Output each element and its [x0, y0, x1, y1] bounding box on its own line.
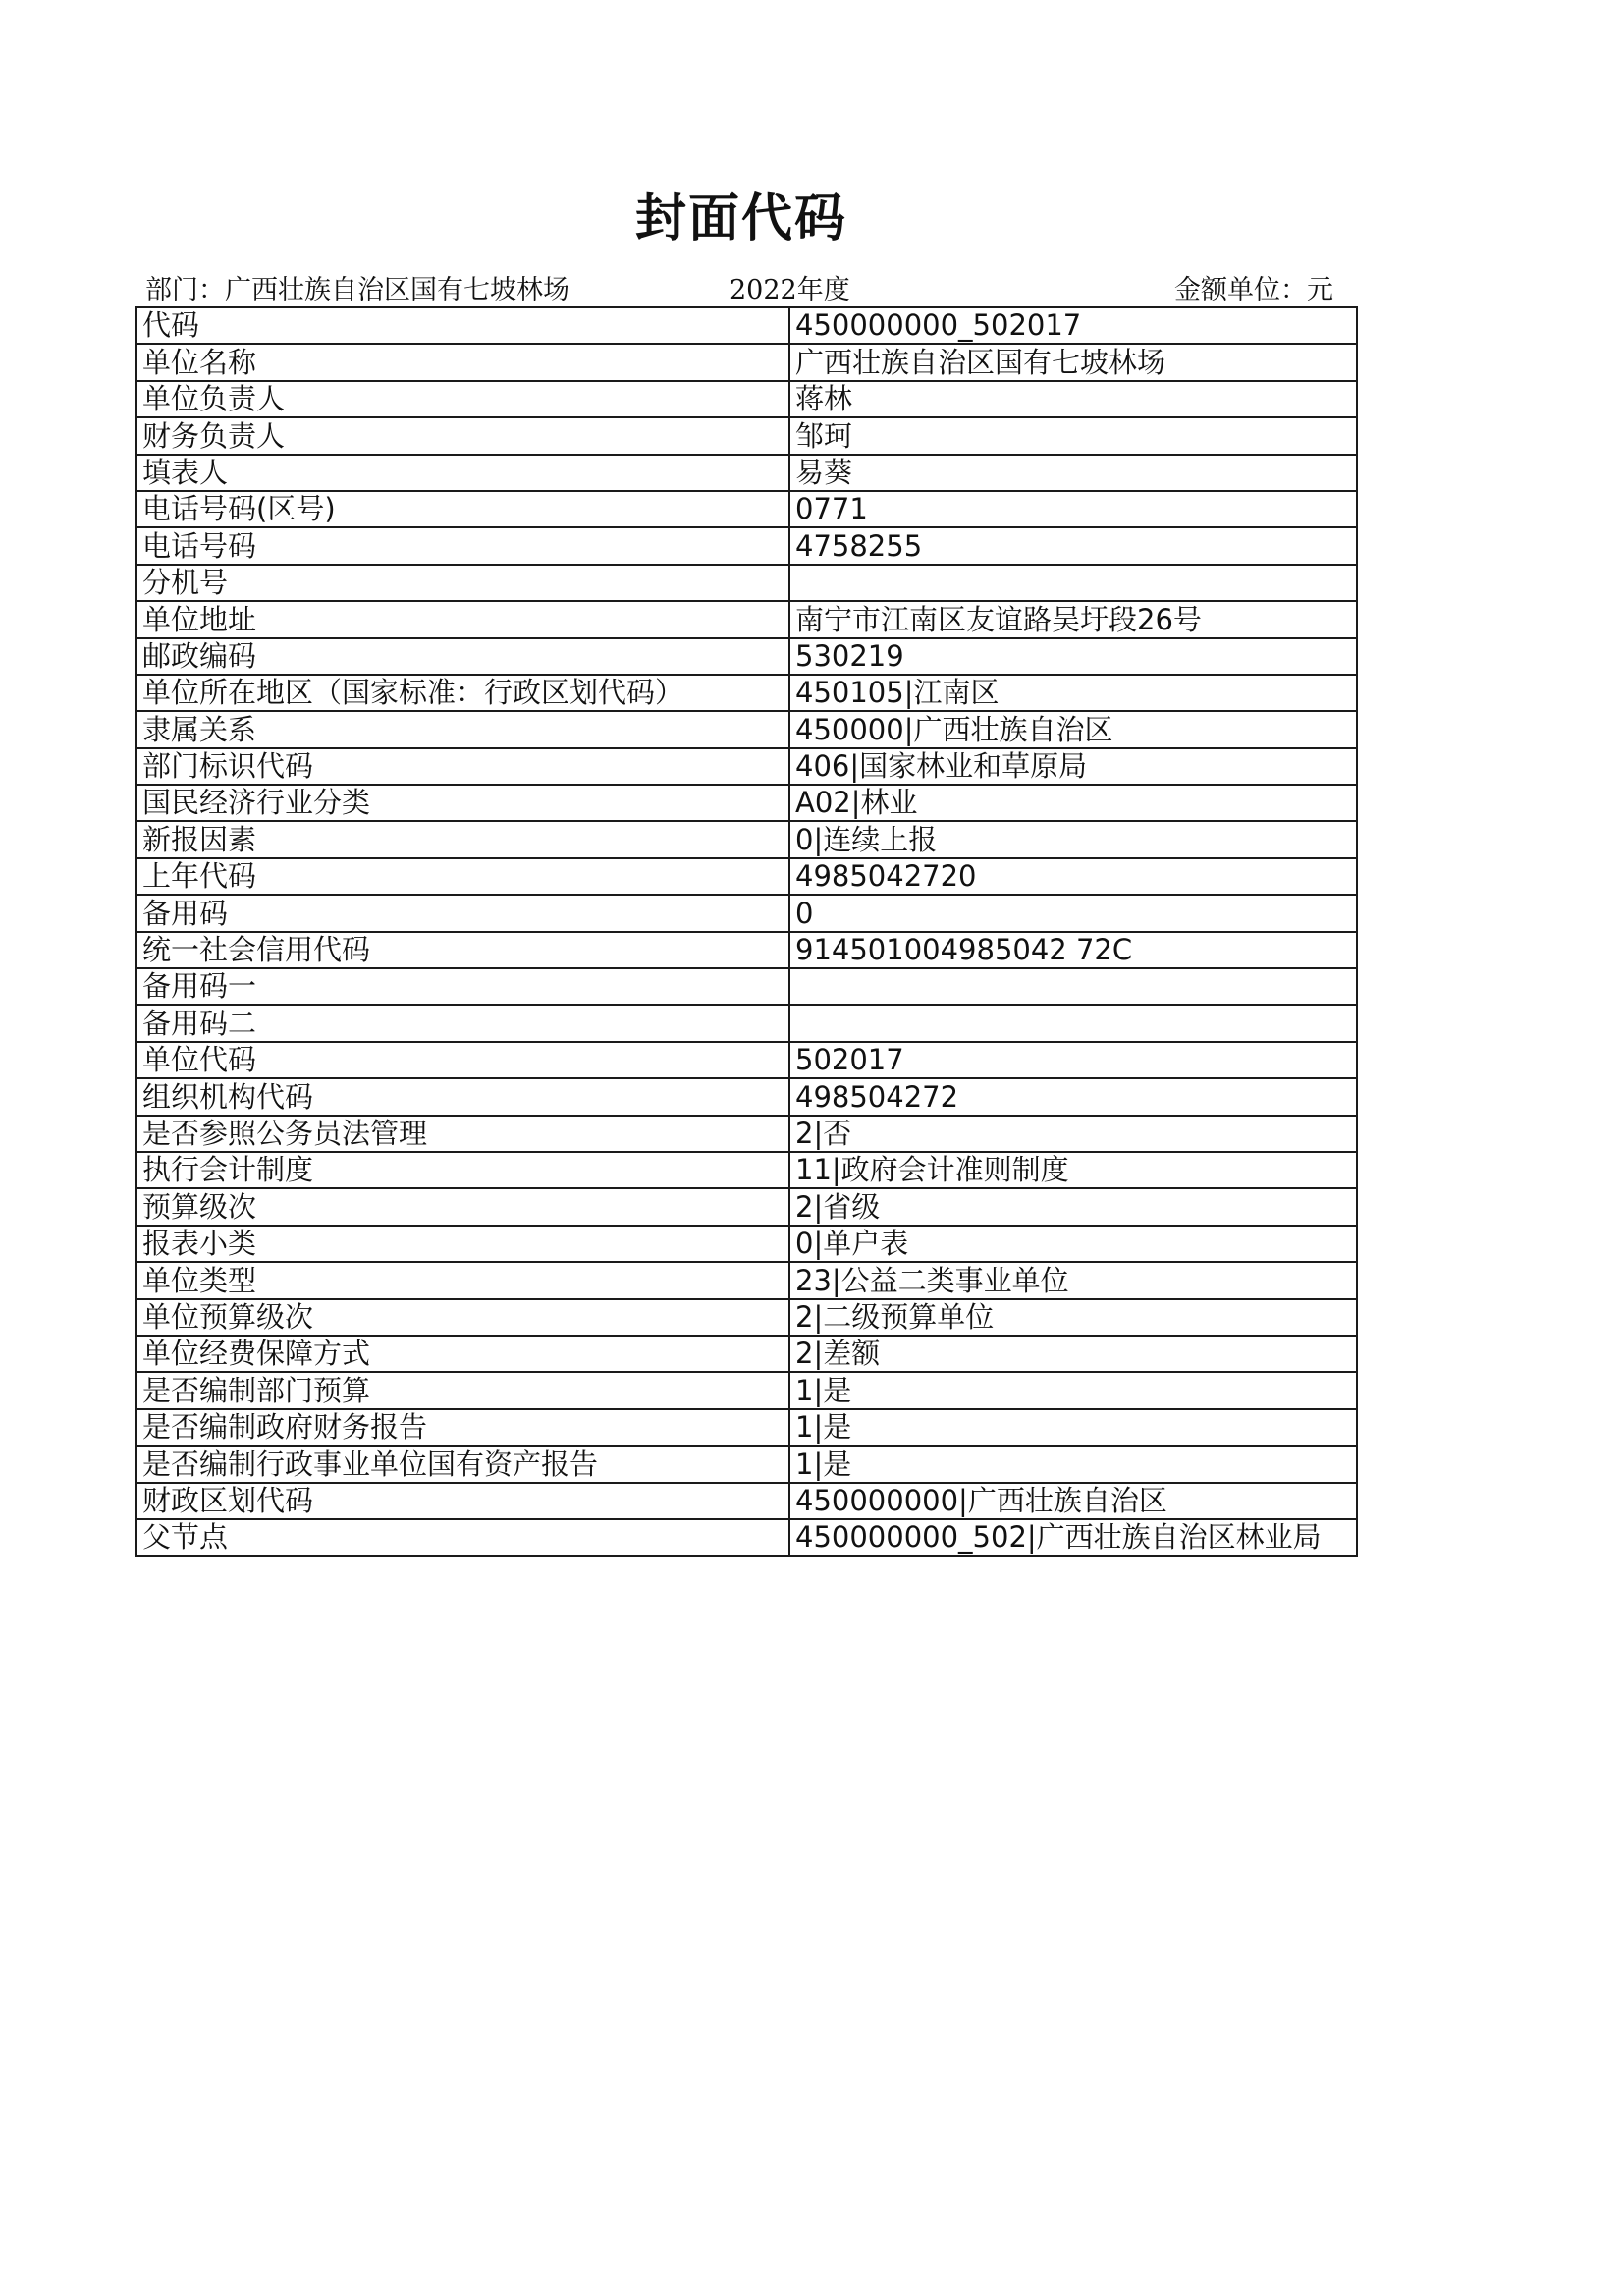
field-value: 530219 [789, 638, 1357, 675]
field-label: 财政区划代码 [136, 1483, 789, 1519]
field-label: 电话号码 [136, 527, 789, 564]
field-value: 2|省级 [789, 1188, 1357, 1225]
field-label: 单位经费保障方式 [136, 1336, 789, 1372]
field-label: 部门标识代码 [136, 748, 789, 785]
table-row [136, 417, 1357, 454]
page-title: 封面代码 [634, 190, 847, 248]
field-label: 统一社会信用代码 [136, 932, 789, 968]
field-value [789, 968, 1357, 1005]
field-label: 组织机构代码 [136, 1078, 789, 1115]
field-value: 广西壮族自治区国有七坡林场 [789, 344, 1357, 380]
table-row [136, 1483, 1357, 1519]
field-value: 1|是 [789, 1372, 1357, 1408]
field-label: 隶属关系 [136, 711, 789, 747]
field-value: 邹珂 [789, 417, 1357, 454]
table-row [136, 785, 1357, 821]
field-label: 备用码一 [136, 968, 789, 1005]
field-value: 406|国家林业和草原局 [789, 748, 1357, 785]
table-row [136, 307, 1357, 344]
table-row [136, 1042, 1357, 1078]
table-row [136, 1226, 1357, 1262]
field-label: 单位地址 [136, 601, 789, 637]
field-label: 是否参照公务员法管理 [136, 1116, 789, 1152]
table-row [136, 1152, 1357, 1188]
cover-code-table [135, 306, 1358, 1557]
field-value: 450105|江南区 [789, 675, 1357, 711]
table-row [136, 1372, 1357, 1408]
department-label: 部门：广西壮族自治区国有七坡林场 [145, 275, 569, 305]
table-row [136, 821, 1357, 857]
table-row [136, 932, 1357, 968]
field-label: 是否编制部门预算 [136, 1372, 789, 1408]
field-label: 备用码二 [136, 1005, 789, 1041]
table-row [136, 638, 1357, 675]
field-label: 新报因素 [136, 821, 789, 857]
table-row [136, 1078, 1357, 1115]
field-value: 11|政府会计准则制度 [789, 1152, 1357, 1188]
field-label: 单位代码 [136, 1042, 789, 1078]
field-label: 财务负责人 [136, 417, 789, 454]
table-row [136, 858, 1357, 895]
field-label: 电话号码(区号) [136, 491, 789, 527]
table-row [136, 527, 1357, 564]
table-row [136, 895, 1357, 931]
field-label: 备用码 [136, 895, 789, 931]
field-label: 单位类型 [136, 1262, 789, 1298]
field-value: 450000000_502|广西壮族自治区林业局 [789, 1519, 1357, 1556]
field-label: 是否编制政府财务报告 [136, 1409, 789, 1446]
table-row [136, 1262, 1357, 1298]
field-label: 报表小类 [136, 1226, 789, 1262]
table-row [136, 711, 1357, 747]
field-value: A02|林业 [789, 785, 1357, 821]
field-value: 450000|广西壮族自治区 [789, 711, 1357, 747]
field-label: 代码 [136, 307, 789, 344]
table-row [136, 675, 1357, 711]
table-row [136, 455, 1357, 491]
table-row [136, 565, 1357, 601]
field-value: 0771 [789, 491, 1357, 527]
table-row [136, 968, 1357, 1005]
field-value: 2|否 [789, 1116, 1357, 1152]
field-value: 914501004985042 72C [789, 932, 1357, 968]
table-row [136, 1446, 1357, 1482]
table-row [136, 1188, 1357, 1225]
field-label: 上年代码 [136, 858, 789, 895]
field-value: 南宁市江南区友谊路吴圩段26号 [789, 601, 1357, 637]
field-label: 填表人 [136, 455, 789, 491]
field-value: 2|二级预算单位 [789, 1299, 1357, 1336]
field-value: 蒋林 [789, 381, 1357, 417]
field-label: 分机号 [136, 565, 789, 601]
field-value: 2|差额 [789, 1336, 1357, 1372]
table-row [136, 381, 1357, 417]
report-year: 2022年度 [730, 275, 850, 305]
field-label: 邮政编码 [136, 638, 789, 675]
table-row [136, 748, 1357, 785]
field-label: 国民经济行业分类 [136, 785, 789, 821]
table-row [136, 1005, 1357, 1041]
field-label: 单位预算级次 [136, 1299, 789, 1336]
field-label: 执行会计制度 [136, 1152, 789, 1188]
amount-unit: 金额单位：元 [1174, 275, 1333, 305]
field-value: 1|是 [789, 1409, 1357, 1446]
cover-code-table-body [136, 307, 1357, 1556]
field-label: 单位所在地区（国家标准：行政区划代码） [136, 675, 789, 711]
field-label: 是否编制行政事业单位国有资产报告 [136, 1446, 789, 1482]
field-label: 预算级次 [136, 1188, 789, 1225]
field-value: 4985042720 [789, 858, 1357, 895]
field-value: 0|单户表 [789, 1226, 1357, 1262]
field-value: 0 [789, 895, 1357, 931]
table-row [136, 1299, 1357, 1336]
field-label: 单位负责人 [136, 381, 789, 417]
table-row [136, 1409, 1357, 1446]
table-row [136, 1336, 1357, 1372]
field-value: 易葵 [789, 455, 1357, 491]
field-value: 498504272 [789, 1078, 1357, 1115]
field-value: 4758255 [789, 527, 1357, 564]
table-row [136, 1519, 1357, 1556]
report-header [135, 271, 1353, 310]
table-row [136, 1116, 1357, 1152]
field-value: 450000000_502017 [789, 307, 1357, 344]
table-row [136, 344, 1357, 380]
field-value: 0|连续上报 [789, 821, 1357, 857]
field-value: 23|公益二类事业单位 [789, 1262, 1357, 1298]
table-row [136, 601, 1357, 637]
field-label: 父节点 [136, 1519, 789, 1556]
field-value [789, 1005, 1357, 1041]
table-row [136, 491, 1357, 527]
field-value: 450000000|广西壮族自治区 [789, 1483, 1357, 1519]
field-label: 单位名称 [136, 344, 789, 380]
field-value [789, 565, 1357, 601]
field-value: 1|是 [789, 1446, 1357, 1482]
field-value: 502017 [789, 1042, 1357, 1078]
